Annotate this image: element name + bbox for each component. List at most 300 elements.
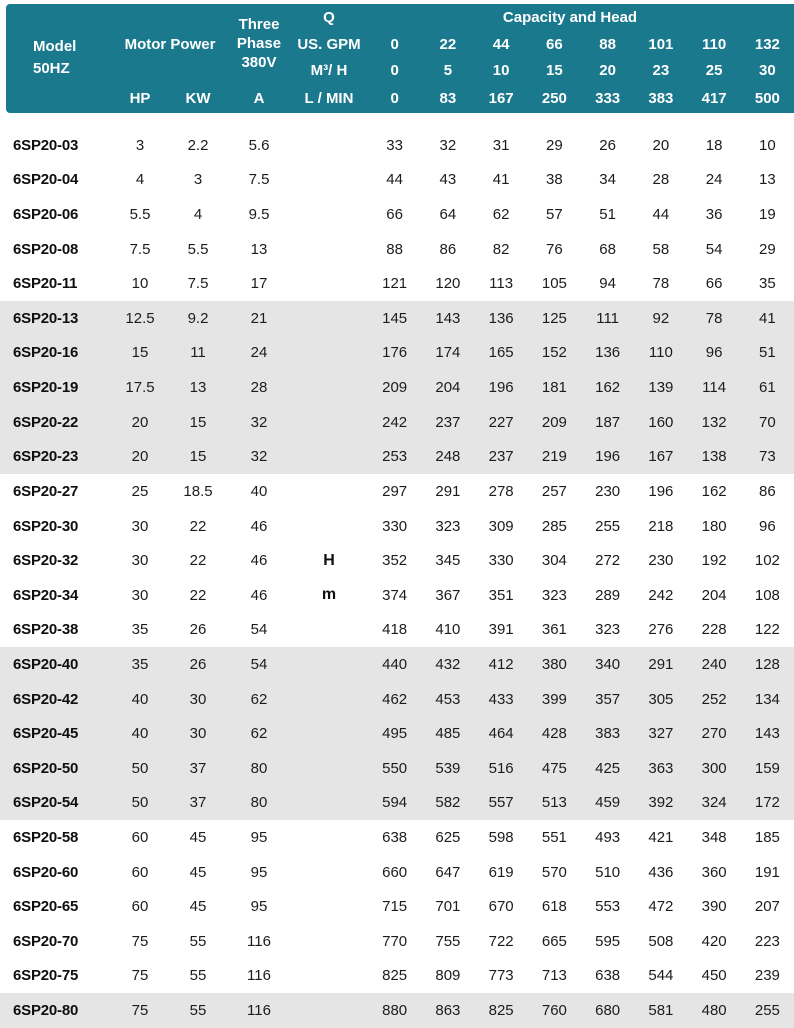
table-row bbox=[0, 716, 794, 751]
head-value-cell: 425 bbox=[595, 759, 621, 777]
table-row bbox=[0, 128, 794, 163]
head-value-cell: 257 bbox=[541, 482, 567, 500]
head-value-cell: 713 bbox=[541, 967, 567, 985]
head-value-cell: 228 bbox=[701, 621, 727, 639]
head-value-cell: 78 bbox=[705, 309, 723, 327]
head-value-cell: 475 bbox=[541, 759, 567, 777]
m3h-value-cell: 5 bbox=[443, 61, 453, 79]
head-value-cell: 701 bbox=[435, 898, 461, 916]
head-value-cell: 145 bbox=[382, 309, 408, 327]
lmin-row-label: L / MIN bbox=[304, 89, 354, 107]
hp-cell: 50 bbox=[131, 794, 149, 812]
head-value-cell: 242 bbox=[648, 586, 674, 604]
head-value-cell: 255 bbox=[595, 517, 621, 535]
head-value-cell: 138 bbox=[701, 448, 727, 466]
head-value-cell: 367 bbox=[435, 586, 461, 604]
three-phase-line2: Phase bbox=[236, 35, 282, 52]
head-value-cell: 242 bbox=[382, 413, 408, 431]
head-value-cell: 272 bbox=[595, 552, 621, 570]
head-value-cell: 255 bbox=[754, 1002, 780, 1020]
table-row bbox=[0, 232, 794, 267]
head-value-cell: 237 bbox=[488, 448, 514, 466]
table-body bbox=[0, 128, 794, 1028]
ampere-cell: 95 bbox=[250, 863, 268, 881]
head-value-cell: 278 bbox=[488, 482, 514, 500]
kw-cell: 22 bbox=[189, 586, 207, 604]
kw-cell: 4 bbox=[193, 206, 203, 224]
head-value-cell: 204 bbox=[435, 379, 461, 397]
head-value-cell: 291 bbox=[435, 482, 461, 500]
head-value-cell: 43 bbox=[439, 171, 457, 189]
hp-cell: 60 bbox=[131, 898, 149, 916]
table-row bbox=[0, 613, 794, 648]
head-value-cell: 105 bbox=[541, 275, 567, 293]
head-value-cell: 420 bbox=[701, 932, 727, 950]
head-value-cell: 495 bbox=[382, 725, 408, 743]
kw-cell: 22 bbox=[189, 552, 207, 570]
lmin-value-cell: 167 bbox=[488, 89, 514, 107]
model-cell: 6SP20-16 bbox=[13, 344, 79, 362]
head-value-cell: 421 bbox=[648, 828, 674, 846]
head-value-cell: 625 bbox=[435, 828, 461, 846]
head-value-cell: 218 bbox=[648, 517, 674, 535]
head-value-cell: 432 bbox=[435, 655, 461, 673]
head-value-cell: 230 bbox=[648, 552, 674, 570]
ampere-cell: 32 bbox=[250, 413, 268, 431]
head-value-cell: 191 bbox=[754, 863, 780, 881]
head-value-cell: 20 bbox=[652, 136, 670, 154]
table-row bbox=[0, 509, 794, 544]
head-value-cell: 380 bbox=[541, 655, 567, 673]
head-value-cell: 361 bbox=[541, 621, 567, 639]
head-value-cell: 70 bbox=[759, 413, 776, 431]
head-value-cell: 88 bbox=[386, 240, 403, 258]
hp-cell: 20 bbox=[131, 413, 149, 431]
table-row bbox=[0, 647, 794, 682]
gpm-value-cell: 110 bbox=[702, 35, 727, 53]
gpm-value-cell: 132 bbox=[754, 35, 780, 53]
head-value-cell: 392 bbox=[648, 794, 674, 812]
head-value-cell: 285 bbox=[541, 517, 567, 535]
head-value-cell: 223 bbox=[754, 932, 780, 950]
head-value-cell: 253 bbox=[382, 448, 408, 466]
head-value-cell: 82 bbox=[492, 240, 510, 258]
head-value-cell: 51 bbox=[599, 206, 616, 224]
kw-cell: 45 bbox=[189, 828, 207, 846]
model-cell: 6SP20-11 bbox=[13, 275, 78, 293]
ampere-cell: 46 bbox=[250, 586, 268, 604]
head-value-cell: 760 bbox=[541, 1002, 567, 1020]
hp-cell: 3 bbox=[135, 136, 145, 154]
head-value-cell: 38 bbox=[546, 171, 563, 189]
head-value-cell: 120 bbox=[435, 275, 461, 293]
head-value-cell: 493 bbox=[595, 828, 621, 846]
hp-cell: 75 bbox=[131, 1002, 149, 1020]
model-cell: 6SP20-75 bbox=[13, 967, 79, 985]
head-value-cell: 136 bbox=[488, 309, 514, 327]
hp-cell: 60 bbox=[131, 863, 149, 881]
model-header-line2: 50HZ bbox=[33, 59, 70, 77]
head-value-cell: 66 bbox=[705, 275, 723, 293]
us-gpm-row-label: US. GPM bbox=[297, 35, 361, 53]
hp-cell: 40 bbox=[131, 725, 149, 743]
head-value-cell: 508 bbox=[648, 932, 674, 950]
hp-cell: 25 bbox=[131, 482, 149, 500]
head-value-cell: 300 bbox=[701, 759, 727, 777]
head-value-cell: 62 bbox=[492, 206, 510, 224]
head-value-cell: 433 bbox=[488, 690, 514, 708]
kw-cell: 37 bbox=[189, 794, 207, 812]
hp-cell: 5.5 bbox=[129, 206, 151, 224]
kw-cell: 30 bbox=[189, 725, 207, 743]
head-value-cell: 480 bbox=[701, 1002, 727, 1020]
head-value-cell: 323 bbox=[541, 586, 567, 604]
hp-cell: 35 bbox=[131, 621, 149, 639]
head-value-cell: 102 bbox=[754, 552, 780, 570]
three-phase-header bbox=[228, 4, 290, 83]
head-value-cell: 418 bbox=[382, 621, 408, 639]
ampere-cell: 32 bbox=[250, 448, 268, 466]
head-value-cell: 192 bbox=[701, 552, 727, 570]
lmin-value-cell: 383 bbox=[648, 89, 674, 107]
head-value-cell: 196 bbox=[595, 448, 621, 466]
head-value-cell: 24 bbox=[705, 171, 723, 189]
head-value-cell: 96 bbox=[759, 517, 776, 535]
ampere-cell: 46 bbox=[250, 517, 268, 535]
motor-power-header: Motor Power bbox=[124, 35, 216, 53]
head-value-cell: 111 bbox=[596, 309, 620, 327]
table-row bbox=[0, 474, 794, 509]
head-value-cell: 13 bbox=[759, 171, 776, 189]
m3h-value-cell: 25 bbox=[705, 61, 723, 79]
kw-cell: 5.5 bbox=[187, 240, 209, 258]
head-value-cell: 309 bbox=[488, 517, 514, 535]
head-value-cell: 594 bbox=[382, 794, 408, 812]
head-value-cell: 174 bbox=[435, 344, 461, 362]
head-value-cell: 18 bbox=[705, 136, 723, 154]
model-cell: 6SP20-23 bbox=[13, 448, 79, 466]
table-row bbox=[0, 266, 794, 301]
table-row bbox=[0, 889, 794, 924]
ampere-cell: 9.5 bbox=[248, 206, 270, 224]
ampere-cell: 7.5 bbox=[248, 171, 270, 189]
head-value-cell: 143 bbox=[435, 309, 461, 327]
model-cell: 6SP20-50 bbox=[13, 759, 79, 777]
table-row bbox=[0, 682, 794, 717]
lmin-value-cell: 83 bbox=[439, 89, 457, 107]
ampere-cell: 13 bbox=[250, 240, 268, 258]
gpm-value-cell: 0 bbox=[390, 35, 399, 53]
head-value-cell: 539 bbox=[435, 759, 461, 777]
head-value-cell: 61 bbox=[759, 379, 776, 397]
capacity-and-head-title: Capacity and Head bbox=[502, 9, 638, 26]
head-value-cell: 270 bbox=[701, 725, 727, 743]
m3h-value-cell: 15 bbox=[546, 61, 563, 79]
kw-cell: 15 bbox=[189, 413, 207, 431]
hp-cell: 75 bbox=[131, 932, 149, 950]
head-value-cell: 237 bbox=[435, 413, 461, 431]
gpm-value-cell: 66 bbox=[546, 35, 563, 53]
head-value-cell: 410 bbox=[435, 621, 461, 639]
head-value-cell: 770 bbox=[382, 932, 408, 950]
head-value-cell: 297 bbox=[382, 482, 408, 500]
kw-cell: 11 bbox=[190, 344, 206, 362]
model-cell: 6SP20-42 bbox=[13, 690, 79, 708]
kw-cell: 55 bbox=[189, 1002, 207, 1020]
m3h-value-cell: 23 bbox=[652, 61, 670, 79]
head-value-cell: 167 bbox=[648, 448, 674, 466]
lmin-value-cell: 500 bbox=[754, 89, 780, 107]
model-cell: 6SP20-60 bbox=[13, 863, 79, 881]
head-value-cell: 227 bbox=[488, 413, 514, 431]
head-value-cell: 34 bbox=[599, 171, 616, 189]
head-value-cell: 544 bbox=[648, 967, 674, 985]
head-value-cell: 619 bbox=[488, 863, 514, 881]
hp-cell: 15 bbox=[131, 344, 149, 362]
kw-cell: 15 bbox=[189, 448, 207, 466]
head-value-cell: 172 bbox=[754, 794, 780, 812]
kw-cell: 2.2 bbox=[187, 136, 209, 154]
head-value-cell: 185 bbox=[754, 828, 780, 846]
head-value-cell: 209 bbox=[541, 413, 567, 431]
kw-cell: 37 bbox=[189, 759, 207, 777]
head-value-cell: 121 bbox=[382, 275, 408, 293]
head-value-cell: 340 bbox=[595, 655, 621, 673]
hp-cell: 7.5 bbox=[129, 240, 151, 258]
head-value-cell: 825 bbox=[382, 967, 408, 985]
head-value-cell: 78 bbox=[652, 275, 670, 293]
head-value-cell: 125 bbox=[541, 309, 567, 327]
head-value-cell: 383 bbox=[595, 725, 621, 743]
kw-cell: 45 bbox=[189, 863, 207, 881]
head-value-cell: 196 bbox=[488, 379, 514, 397]
model-cell: 6SP20-80 bbox=[13, 1002, 79, 1020]
head-value-cell: 715 bbox=[382, 898, 408, 916]
model-cell: 6SP20-06 bbox=[13, 206, 79, 224]
head-unit-cell: H bbox=[323, 551, 335, 569]
head-value-cell: 330 bbox=[382, 517, 408, 535]
head-value-cell: 128 bbox=[754, 655, 780, 673]
head-value-cell: 363 bbox=[648, 759, 674, 777]
table-row bbox=[0, 336, 794, 371]
head-value-cell: 32 bbox=[439, 136, 457, 154]
head-value-cell: 187 bbox=[595, 413, 621, 431]
ampere-cell: 24 bbox=[250, 344, 268, 362]
head-value-cell: 550 bbox=[382, 759, 408, 777]
table-row bbox=[0, 163, 794, 198]
hp-cell: 12.5 bbox=[125, 309, 155, 327]
model-cell: 6SP20-19 bbox=[13, 379, 79, 397]
hp-column-header: HP bbox=[129, 89, 151, 107]
hp-cell: 40 bbox=[131, 690, 149, 708]
head-value-cell: 570 bbox=[541, 863, 567, 881]
head-value-cell: 880 bbox=[382, 1002, 408, 1020]
head-value-cell: 323 bbox=[435, 517, 461, 535]
head-value-cell: 29 bbox=[546, 136, 563, 154]
head-value-cell: 86 bbox=[759, 482, 776, 500]
head-value-cell: 51 bbox=[759, 344, 776, 362]
head-value-cell: 464 bbox=[488, 725, 514, 743]
kw-column-header: KW bbox=[185, 89, 211, 107]
head-value-cell: 472 bbox=[648, 898, 674, 916]
head-value-cell: 305 bbox=[648, 690, 674, 708]
head-value-cell: 54 bbox=[705, 240, 723, 258]
ampere-cell: 116 bbox=[247, 967, 271, 985]
head-value-cell: 136 bbox=[595, 344, 621, 362]
head-value-cell: 618 bbox=[541, 898, 567, 916]
kw-cell: 22 bbox=[189, 517, 207, 535]
gpm-value-cell: 44 bbox=[492, 35, 510, 53]
head-value-cell: 660 bbox=[382, 863, 408, 881]
model-header bbox=[6, 31, 112, 83]
table-row bbox=[0, 197, 794, 232]
m3h-value-cell: 20 bbox=[599, 61, 616, 79]
model-cell: 6SP20-38 bbox=[13, 621, 79, 639]
kw-cell: 55 bbox=[189, 967, 207, 985]
head-value-cell: 209 bbox=[382, 379, 408, 397]
head-value-cell: 31 bbox=[492, 136, 510, 154]
ampere-cell: 46 bbox=[250, 552, 268, 570]
head-value-cell: 66 bbox=[386, 206, 403, 224]
ampere-cell: 5.6 bbox=[248, 136, 270, 154]
model-cell: 6SP20-04 bbox=[13, 171, 79, 189]
table-row bbox=[0, 578, 794, 613]
head-value-cell: 513 bbox=[541, 794, 567, 812]
head-value-cell: 670 bbox=[488, 898, 514, 916]
head-value-cell: 304 bbox=[541, 552, 567, 570]
head-value-cell: 412 bbox=[488, 655, 514, 673]
model-cell: 6SP20-40 bbox=[13, 655, 79, 673]
head-value-cell: 516 bbox=[488, 759, 514, 777]
head-value-cell: 324 bbox=[701, 794, 727, 812]
head-value-cell: 327 bbox=[648, 725, 674, 743]
kw-cell: 45 bbox=[189, 898, 207, 916]
head-value-cell: 553 bbox=[595, 898, 621, 916]
head-value-cell: 176 bbox=[382, 344, 408, 362]
head-value-cell: 64 bbox=[439, 206, 457, 224]
model-cell: 6SP20-08 bbox=[13, 240, 79, 258]
model-cell: 6SP20-03 bbox=[13, 136, 79, 154]
head-value-cell: 345 bbox=[435, 552, 461, 570]
head-value-cell: 110 bbox=[648, 344, 673, 362]
head-value-cell: 41 bbox=[492, 171, 510, 189]
table-row bbox=[0, 959, 794, 994]
head-value-cell: 152 bbox=[541, 344, 567, 362]
ampere-cell: 62 bbox=[250, 690, 268, 708]
head-value-cell: 58 bbox=[652, 240, 670, 258]
three-phase-line3: 380V bbox=[241, 54, 277, 71]
ampere-cell: 116 bbox=[247, 1002, 271, 1020]
table-row bbox=[0, 439, 794, 474]
model-cell: 6SP20-13 bbox=[13, 309, 79, 327]
table-row bbox=[0, 751, 794, 786]
head-value-cell: 722 bbox=[488, 932, 514, 950]
hp-cell: 30 bbox=[131, 517, 149, 535]
ampere-cell: 28 bbox=[250, 379, 268, 397]
head-value-cell: 57 bbox=[546, 206, 563, 224]
head-value-cell: 134 bbox=[754, 690, 780, 708]
ampere-cell: 95 bbox=[250, 898, 268, 916]
head-value-cell: 248 bbox=[435, 448, 461, 466]
head-value-cell: 73 bbox=[759, 448, 776, 466]
hp-cell: 50 bbox=[131, 759, 149, 777]
model-cell: 6SP20-22 bbox=[13, 413, 79, 431]
ampere-cell: 62 bbox=[250, 725, 268, 743]
q-flow-header: Q bbox=[323, 9, 335, 26]
head-value-cell: 143 bbox=[754, 725, 780, 743]
lmin-value-cell: 0 bbox=[390, 89, 399, 107]
gpm-value-cell: 101 bbox=[648, 35, 674, 53]
head-value-cell: 33 bbox=[386, 136, 403, 154]
table-row bbox=[0, 855, 794, 890]
head-value-cell: 352 bbox=[382, 552, 408, 570]
head-value-cell: 436 bbox=[648, 863, 674, 881]
table-row bbox=[0, 786, 794, 821]
kw-cell: 13 bbox=[189, 379, 207, 397]
kw-cell: 55 bbox=[189, 932, 207, 950]
table-header bbox=[6, 4, 794, 113]
head-value-cell: 453 bbox=[435, 690, 461, 708]
head-value-cell: 76 bbox=[546, 240, 563, 258]
head-value-cell: 96 bbox=[705, 344, 723, 362]
gpm-value-cell: 88 bbox=[599, 35, 616, 53]
kw-cell: 26 bbox=[189, 655, 207, 673]
head-value-cell: 351 bbox=[488, 586, 514, 604]
head-value-cell: 665 bbox=[541, 932, 567, 950]
head-value-cell: 638 bbox=[595, 967, 621, 985]
head-value-cell: 428 bbox=[541, 725, 567, 743]
ampere-cell: 17 bbox=[250, 275, 268, 293]
m3h-value-cell: 30 bbox=[759, 61, 776, 79]
hp-cell: 75 bbox=[131, 967, 149, 985]
hp-cell: 10 bbox=[131, 275, 149, 293]
model-cell: 6SP20-32 bbox=[13, 552, 79, 570]
head-value-cell: 207 bbox=[754, 898, 780, 916]
model-cell: 6SP20-58 bbox=[13, 828, 79, 846]
head-value-cell: 35 bbox=[759, 275, 776, 293]
gpm-value-cell: 22 bbox=[439, 35, 457, 53]
head-value-cell: 647 bbox=[435, 863, 461, 881]
head-value-cell: 28 bbox=[652, 171, 670, 189]
head-value-cell: 450 bbox=[701, 967, 727, 985]
hp-cell: 4 bbox=[135, 171, 145, 189]
hp-cell: 30 bbox=[131, 552, 149, 570]
table-row bbox=[0, 993, 794, 1028]
table-row bbox=[0, 370, 794, 405]
head-value-cell: 510 bbox=[595, 863, 621, 881]
head-value-cell: 180 bbox=[701, 517, 727, 535]
head-value-cell: 598 bbox=[488, 828, 514, 846]
ampere-cell: 116 bbox=[247, 932, 271, 950]
model-cell: 6SP20-54 bbox=[13, 794, 79, 812]
ampere-cell: 54 bbox=[250, 621, 268, 639]
head-value-cell: 462 bbox=[382, 690, 408, 708]
head-value-cell: 680 bbox=[595, 1002, 621, 1020]
head-value-cell: 390 bbox=[701, 898, 727, 916]
head-value-cell: 132 bbox=[701, 413, 727, 431]
head-value-cell: 239 bbox=[754, 967, 780, 985]
ampere-cell: 40 bbox=[250, 482, 268, 500]
hp-cell: 60 bbox=[131, 828, 149, 846]
table-row bbox=[0, 405, 794, 440]
head-value-cell: 773 bbox=[488, 967, 514, 985]
head-value-cell: 139 bbox=[648, 379, 674, 397]
head-value-cell: 160 bbox=[648, 413, 674, 431]
head-value-cell: 240 bbox=[701, 655, 727, 673]
table-row bbox=[0, 924, 794, 959]
head-value-cell: 330 bbox=[488, 552, 514, 570]
three-phase-line1: Three bbox=[238, 16, 280, 33]
